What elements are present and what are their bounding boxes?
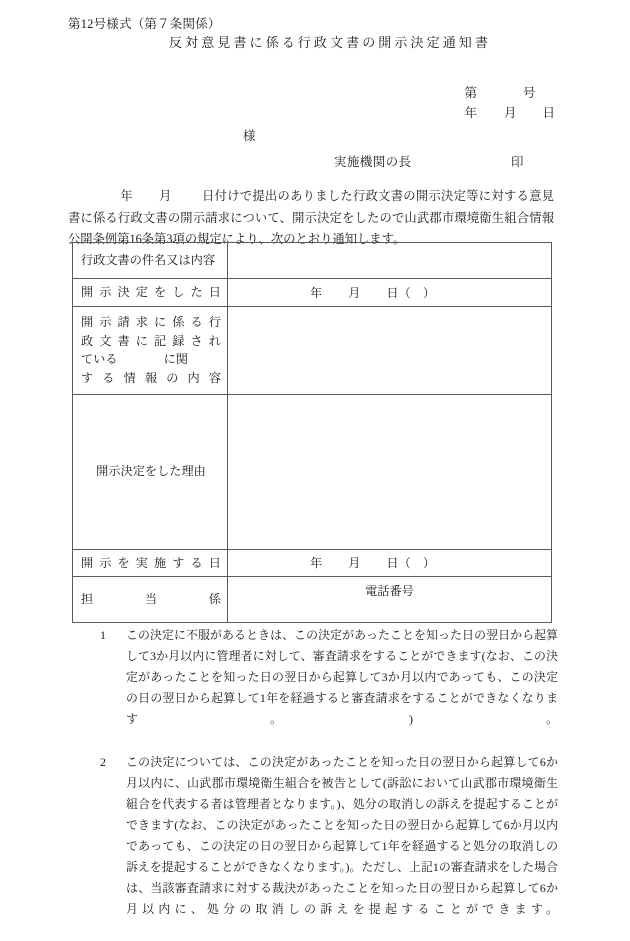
row-value-decision-date[interactable]: [228, 279, 552, 307]
footnote-text: この決定に不服があるときは、この決定があったことを知った日の翌日から起算して3か月以内に管理者に対して、審査請求をすることができます(なお、この決定があったことを知った日の翌日から起算して3か月以内であっても、この決定の日の翌日から起算して1年を経過すると審査請求をすることができなくなります。)。: [126, 628, 558, 727]
document-title: 反対意見書に係る行政文書の開示決定通知書: [169, 35, 492, 50]
issuer-title: 実施機関の長: [334, 155, 412, 169]
row-label-implementation-date: 開示を実施する日: [73, 549, 228, 577]
row-label-decision-reason: 開示決定をした理由: [73, 394, 228, 549]
implementation-date-day: 日（ ）: [386, 556, 436, 571]
phone-number-label: 電話番号: [365, 583, 414, 598]
document-date-line: [452, 88, 555, 136]
intro-date-month: 月: [158, 189, 172, 203]
row-value-contact-section[interactable]: [228, 577, 552, 623]
footnote-item: [100, 752, 558, 941]
implementation-date-month: 月: [348, 556, 361, 571]
row-label-document-title: 行政文書の件名又は内容: [73, 243, 228, 279]
row-value-decision-reason[interactable]: [228, 394, 552, 549]
footnote-number: 1: [100, 628, 106, 642]
row-label-contact-section: 担当係: [73, 577, 228, 623]
footnote-text: この決定については、この決定があったことを知った日の翌日から起算して6か月以内に、山武郡市環境衛生組合を被告として(訴訟において山武郡市環境衛生組合を代表する者は管理者となります。)、処分の取消しの訴えを提起することができます(なお、この決定があったことを知った日の翌日から起算して6か月以内であっても、この決定の日の翌日から起算して1年を経過すると処分の取消しの訴えを提起することができなくなります。)。ただし、上記1の審査請求をした場合は、当該審査請求に対する裁決があったことを知った日の翌日から起算して6か月以内に、処分の取消しの訴えを提起することができます。: [126, 754, 558, 917]
document-date-year: 年: [464, 106, 478, 120]
document-number-prefix: 第: [464, 86, 478, 100]
disclosure-form-table: [72, 242, 552, 623]
document-date-day: 日: [542, 106, 556, 120]
implementation-date-year: 年: [310, 556, 323, 571]
intro-date-year: 年: [120, 189, 133, 203]
row-label-recorded-information-line3: ている に関: [81, 352, 188, 366]
document-date-month: 月: [504, 106, 517, 120]
document-number-suffix: 号: [523, 86, 536, 100]
footnote-item: [100, 625, 558, 752]
addressee-honorific: 様: [243, 129, 256, 143]
row-value-implementation-date[interactable]: [228, 549, 552, 577]
decision-date-year: 年: [310, 285, 323, 300]
row-label-decision-date: 開示決定をした日: [73, 279, 228, 307]
decision-date-month: 月: [348, 285, 361, 300]
table-row-implementation-date: [73, 549, 552, 577]
row-value-recorded-information[interactable]: [228, 306, 552, 394]
table-row-document-title: [73, 243, 552, 279]
footnote-number: 2: [100, 754, 106, 769]
form-number: 第12号様式（第７条関係）: [68, 17, 221, 31]
intro-text: 日付けで提出のありました行政文書の開示決定等に対する意見書に係る行政文書の開示請求について、開示決定をしたので山武郡市環境衛生組合情報公開条例第16条第3項の規定により、次のとおり通知します。: [68, 189, 554, 246]
table-row-contact-section: [73, 577, 552, 623]
footnotes: [100, 625, 558, 941]
table-row-decision-date: [73, 279, 552, 307]
table-row-decision-reason: [73, 394, 552, 549]
row-label-recorded-information: 開示請求に係る行 政文書に記録され ている に関 する情報の内容: [73, 306, 228, 394]
intro-paragraph: [68, 186, 554, 251]
seal-mark: 印: [511, 155, 524, 169]
decision-date-day: 日（ ）: [386, 285, 436, 300]
row-value-document-title[interactable]: [228, 243, 552, 279]
table-row-recorded-information: [73, 306, 552, 394]
